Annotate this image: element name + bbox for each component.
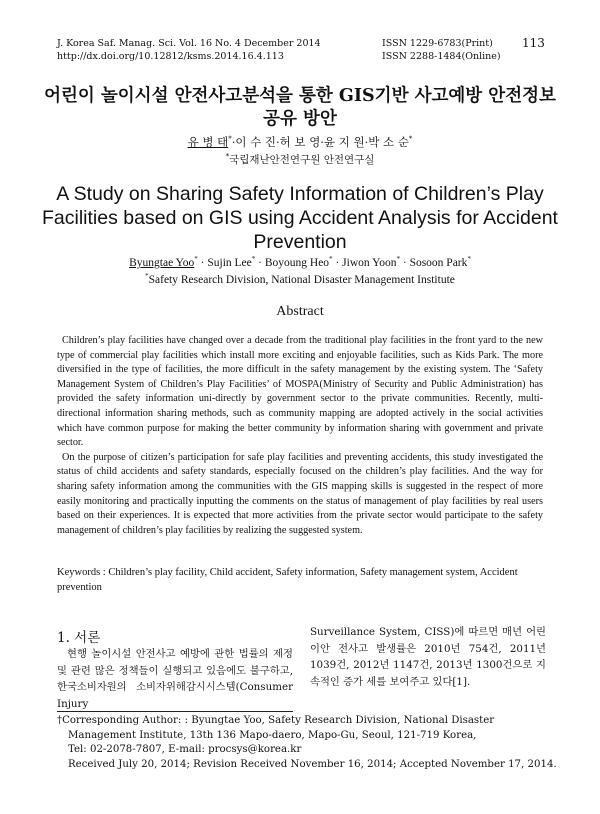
left-column-text: 현행 놀이시설 안전사고 예방에 관한 법률의 제정 및 관련 많은 정책들이 실행되고 있음에도 불구하고, 한국소비자원의 소비자위해감시시스템(Consumer Injury bbox=[57, 648, 293, 710]
author-mark: * bbox=[396, 255, 400, 264]
korean-title-line1: 어린이 놀이시설 안전사고분석을 통한 GIS기반 사고예방 안전정보 bbox=[44, 86, 556, 106]
keywords: Keywords : Children’s play facility, Child accident, Safety information, Safety management system, Accident prevention bbox=[57, 567, 518, 593]
abstract-paragraph-2: On the purpose of citizen’s participation for safe play facilities and preventing accidents, this study investigated the status of child accidents and safety standards, especially focused on the children’s play facilities. And the way for sharing safety information among the communities with the GIS mapping skills is suggested in the respect of more easily monitoring and practically inputting the comments on the status of management of play facilities by real users based on their experiences. It is expected that more activities from the private sector would participate to the safety management of children’s play facilities by realizing the suggested system. bbox=[57, 451, 543, 536]
author-mark: * bbox=[467, 255, 471, 264]
journal-citation: J. Korea Saf. Manag. Sci. Vol. 16 No. 4 December 2014 bbox=[57, 38, 321, 49]
author-mark: * bbox=[251, 255, 256, 264]
english-author-4: · Jiwon Yoon bbox=[332, 257, 397, 269]
korean-first-author: 유 병 태 bbox=[187, 135, 229, 149]
issn-print: ISSN 1229-6783(Print) bbox=[382, 38, 493, 49]
english-affiliation bbox=[0, 274, 600, 286]
abstract-heading: Abstract bbox=[276, 304, 324, 319]
corresponding-author: †Corresponding Author: : Byungtae Yoo, Safety Research Division, National Disaster bbox=[57, 715, 495, 726]
korean-affiliation-text: 국립재난안전연구원 안전연구실 bbox=[229, 154, 375, 166]
korean-authors bbox=[0, 134, 600, 150]
abstract-paragraph-1: Children’s play facilities have changed over a decade from the traditional play facilities in the front yard to the new type of commercial play facilities which install more exciting and enjoyable facilities, such as Kids Park. The more diversified in the type of facilities, the more difficult in the safety management by the existing system. The ‘Safety Management System of Children’s Play Facilities’ of MOSPA(Ministry of Security and Public Administration) has provided the safety information uni-directly by government sector to the private communities. Recently, multi-directional information sharing methods, such as community mapping are adopted actively in the social activities which have common purpose for making the better community by information sharing with government and private sector. bbox=[57, 335, 543, 449]
english-authors bbox=[0, 257, 600, 269]
english-author-3: · Boyoung Heo bbox=[255, 257, 330, 269]
left-column bbox=[57, 646, 293, 712]
affiliation-mark: * bbox=[145, 272, 149, 281]
english-title-line2: Facilities based on GIS using Accident Analysis for Accident bbox=[42, 207, 558, 229]
right-column-text: Surveillance System, CISS)에 따르면 매년 어린이안 전사고 발생률은 2010년 754건, 2011년 1039건, 2012년 1147건, 2013년 1300건으로 지속적인 증가 세를 보여주고 있다[1]. bbox=[310, 626, 546, 688]
korean-title-line2: 공유 방안 bbox=[263, 109, 337, 129]
english-affiliation-text: Safety Research Division, National Disaster Management Institute bbox=[148, 274, 455, 286]
korean-other-authors: ·이 수 진·허 보 영·윤 지 원·박 소 순 bbox=[231, 135, 409, 149]
author-mark: * bbox=[329, 255, 333, 264]
section-heading: 1. 서론 bbox=[57, 630, 101, 646]
doi-link[interactable]: http://dx.doi.org/10.12812/ksms.2014.16.4.113 bbox=[57, 51, 284, 62]
english-title-line3: Prevention bbox=[253, 231, 347, 253]
corresponding-address: Management Institute, 13th 136 Mapo-daero, Mapo-Gu, Seoul, 121-719 Korea, bbox=[68, 729, 477, 741]
issn-online: ISSN 2288-1484(Online) bbox=[382, 51, 501, 62]
author-mark: * bbox=[408, 135, 413, 144]
korean-affiliation bbox=[0, 152, 600, 167]
english-author-5: · Sosoon Park bbox=[399, 257, 468, 269]
right-column bbox=[310, 624, 546, 690]
author-mark: * bbox=[228, 135, 232, 144]
author-mark: * bbox=[194, 255, 198, 264]
corresponding-contact: Tel: 02-2078-7807, E-mail: procsys@korea.kr bbox=[68, 744, 302, 756]
received-dates: Received July 20, 2014; Revision Received November 16, 2014; Accepted November 17, 2014. bbox=[68, 758, 557, 770]
footnote-rule bbox=[57, 711, 293, 712]
english-first-author: Byungtae Yoo bbox=[129, 257, 195, 269]
footnote bbox=[57, 714, 557, 772]
english-title-line1: A Study on Sharing Safety Information of Children’s Play bbox=[56, 183, 544, 205]
abstract-body bbox=[57, 334, 543, 538]
english-author-2: · Sujin Lee bbox=[197, 257, 252, 269]
page-number: 113 bbox=[522, 36, 545, 50]
affiliation-mark: * bbox=[225, 152, 230, 161]
